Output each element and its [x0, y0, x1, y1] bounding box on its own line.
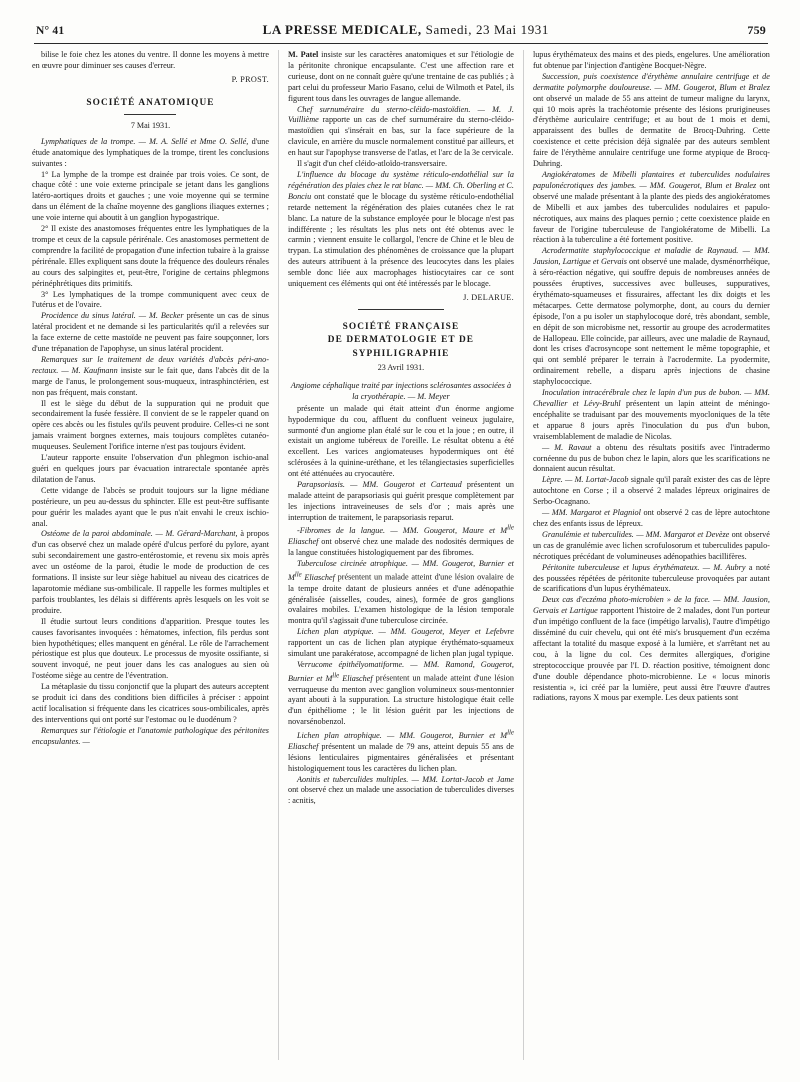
article-item [533, 595, 770, 704]
article-body: a obtenu des résultats positifs avec l'intradermo cornéenne du pus de bubon chez le lapin, alors que les scarifications ne donnaient aucun résultat. [532, 442, 770, 474]
article-item [32, 486, 269, 530]
article-item [288, 105, 514, 160]
lead-paragraph: bilise le foie chez les atones du ventre. Il donne les moyens à mettre en œuvre pour diminuer ses causes d'erreur. [32, 50, 269, 70]
article-body: a noté des poussées répétées de péritonite tuberculeuse provoquées par autant de scarifications d'un lupus érythémateux. [532, 562, 770, 594]
article-title: Aonitis et tuberculides multiples. — MM. Lortat-Jacob et Jame [296, 774, 514, 784]
article-body: d'une étude anatomique des lymphatiques de la trompe, tirent les conclusions suivantes : [32, 136, 269, 168]
article-item [288, 480, 514, 524]
article-item [533, 388, 770, 443]
article-title: Inoculation intracérébrale chez le lapin d'un pus de bubon. — MM. Chevallier et Lévy-Bruhl [532, 388, 770, 408]
article-title: M. Patel [287, 50, 319, 59]
article-item [288, 728, 514, 774]
article-title: Lymphatiques de la trompe. — M. A. Sellé et Mme O. Sellé, [41, 136, 249, 146]
article-title: Tuberculose circinée atrophique. — MM. Gougerot, Burnier et $M^{lle}$ Eliaschef [287, 559, 514, 582]
article-item [533, 443, 770, 476]
article-item [288, 524, 514, 559]
article-item [32, 399, 269, 454]
article-title: Acrodermatite staphylococcique et maladie de Raynaud. — MM. Jausion, Lartigue et Gervais [532, 246, 770, 267]
article-body: Il étudie surtout leurs conditions d'apparition. Presque toutes les causes favorisantes invoquées : hématomes, infection, fils perdus sont bien hypothétiques; elles manquent en général. Le rôle de l'arrachement périostique est plus que douteux. Le processus de myosite ossifiante, si souvent invoqué, ne peut jouer dans les cas analogues au sien où l'ostéome siège au centre de l'éventration. [32, 616, 269, 681]
article-item [32, 682, 269, 726]
article-item [32, 170, 269, 225]
article-title: -Fibromes de la langue. — MM. Gougerot, Maure et $M^{lle}$ Eliaschef [287, 524, 514, 547]
article-item [32, 529, 269, 616]
article-title: Verrucome épithélyomatiforme. — MM. Ramond, Gougerot, Burnier et $M^{lle}$ Eliaschef [287, 660, 514, 683]
article-item [533, 508, 770, 530]
society-date-anatomique: 7 Mai 1931. [130, 121, 171, 131]
article-body: ont observé une malade, dysménorrhéique, à séro-réaction négative, qui souffre depuis de nombreuses années de poussées éruptives, successives avec bulleuses, suppuratives, érythémato-squameuses et fissuraires, affectant les dix doigts et les métacarpes. Cette dermatose polymorphe, dont, au cours du dernier épisode, l'on a pu isoler un staphylocoque doré, très abondant, semble, en dépit de son microbisme net, ressortir au groupe des acrodermatites de Hallopeau. Elle coïncide, par ailleurs, avec une maladie de Raynaud, dont les crises d'acrosyncope sont nettement le même topographie, et qui ont semblé préparer le terrain à l'acrodermite. La pyodermite, ordinairement rebelle, a disparu après injections de chasine staphylococcique. [532, 257, 770, 387]
page-number: 759 [747, 23, 766, 37]
page-masthead [32, 22, 770, 40]
society-divider [358, 309, 444, 310]
heading-rule [124, 114, 176, 115]
article-body: Cette vidange de l'abcès se produit toujours sur la ligne médiane postérieure, un peu au-dessus du sphincter. Elle est peut-être suffisante pour guérir les malades ayant que le pus n'ait envahi le creux ischio-anal. [32, 485, 269, 528]
article-item [288, 159, 514, 170]
article-body: rapportent l'histoire de 2 malades, dont l'un porteur d'un impétigo confluent de la face (impétigo larvalis), l'autre d'impétigo disséminé du cuir chevelu, qui ont été mis's brusquement d'un eczéma affectant la totalité du masque exposé à la lumière, et s'arrêtant net au cou, à la ligne du col. Ces dermites allergiques, d'origine streptococcique prouvée par l'I. D. réaction positive, témoignent donc d'une double dépendance photo-microbienne. Le « locus minoris resistentia », ici créé par la lumière, peut aussi être l'œuvre d'autres radiations, rayons X mous par exemple. Les deux patients sont [532, 606, 770, 703]
article-title: — M. Ravaut [541, 442, 592, 452]
article-body: à propos d'un cas observé chez un malade opéré d'ulcus perforé du pylore, ayant subi secondairement une gastro-entérostomie, et revenu six mois après avec un ostéome de la paroi, étudie le mode de production de ces formations. Il insiste sur leur siège habituel au niveau des cicatrices de laparotomie médiane sus-ombilicale. Il rappelle les formes multiples et parfois troublantes, les délais si différents après lesquels on les voit se produire. [32, 529, 269, 615]
article-body: ont observé chez un malade une association de tuberculides diverses : acnitis, [287, 785, 514, 806]
society-title-line1: SOCIÉTÉ FRANÇAISE [342, 321, 460, 332]
article-body: Il est le siège du début de la suppuration qui ne produit que secondairement la fusée fessière. Il convient de se le rappeler quand on opère ces abcès ou les fistules qu'ils peuvent produire. Celles-ci ne sont jamais vraiment borgnes externes, mais toujours complètes cutanéo-muqueuses. Seulement l'orifice interne n'est pas toujours évident. [32, 398, 269, 452]
society-heading-dermatologie [288, 321, 514, 361]
article-title: Chef surnuméraire du sterno-cléido-mastoïdien. — M. J. Vuillième [287, 104, 514, 125]
article-body: L'auteur rapporte ensuite l'observation d'un phlegmon ischio-anal guéri en quelques jours par évacuation intrarectale spontanée après dilatation de l'anus. [32, 453, 269, 484]
article-body: signale qu'il paraît exister des cas de lèpre autochtone en Corse ; il a observé 2 malades lépreux originaires de Serbo-Ocagnano. [532, 475, 770, 507]
article-body: rapporte un cas de chef surnuméraire du sterno-cléido-mastoïdien qui s'insérait en bas, sur la face supérieure de la clavicule, en arrière du muscle normalement constitué par ailleurs, et en haut sur l'apophyse transverse de l'atlas, et l'arc de la 3e cervicale. [287, 115, 514, 158]
article-item [533, 170, 770, 246]
article-body: Il s'agit d'un chef cléido-atloïdo-transversaire. [296, 159, 448, 169]
article-body: présente un malade qui était atteint d'un énorme angiome hypodermique du cou, affluent du confluent veineux jugulaire, surmonté d'un angiome plan étalé sur le cou et la joue ; en outre, il existait un angiome tubéreux de l'oreille. Le résultat obtenu a été excellent. Les varices angiomateuses hypodermiques ont été sclérosées à la quinine-uréthane, et les télangiectasies superficielles ont été atténuées au cryocautère. [287, 403, 514, 479]
article-item [533, 530, 770, 563]
article-item [32, 290, 269, 312]
article-item [32, 726, 269, 748]
article-body: 2° Il existe des anastomoses fréquentes entre les lymphatiques de la trompe et ceux de la capsule périrénale. Ces anastomoses permettent de comprendre la facilité de propagation d'une infection tubaire à la graisse périrénale. Elles expliquent sans doute la fréquence des douleurs rénales au cours des salpingites et, peut-être, l'origine de certains phlegmons périnéphrétiques dits primitifs. [32, 224, 269, 288]
article-item [32, 137, 269, 170]
article-body: insiste sur le fait que, dans l'abcès dit de la marge de l'anus, le prolongement sous-muqueux, intrasphinctérien, est non pas fréquent, mais constant. [32, 365, 269, 397]
article-body: présente un cas de sinus latéral procident et ne demande si les particularités qu'il a relevées sur la face externe de cette mastoïde ne peuvent pas faire soupçonner, lors d'une trépanation de l'apophyse, un sinus latéral procident. [32, 311, 269, 354]
column-2 [278, 50, 524, 1060]
article-body: présentent un malade atteint de parapsoriasis qui guérit presque complètement par les injections intraveineuses de sels d'or ; mais après une interruption de traitement, le parapsoriasis reparut. [287, 480, 514, 522]
journal-title [64, 22, 747, 38]
article-item [32, 453, 269, 486]
article-title: Procidence du sinus latéral. — M. Becker [41, 311, 184, 321]
article-body: insiste sur les caractères anatomiques et sur l'étiologie de la péritonite chronique encapsulante. C'est une affection rare et curieuse, dont on ne connaît guère qu'une trentaine de cas publiés ; à part celui du professeur Mario Fasano, celui de Wilmoth et Patel, ils figurent tous dans les ouvrages de langue allemande. [287, 50, 514, 103]
article-title: Parapsoriasis. — MM. Gougerot et Carteaud [296, 480, 462, 490]
article-body: ont observé 2 cas de lèpre autochtone chez des enfants issus de lépreux. [532, 508, 770, 528]
journal-date: Samedi, 23 Mai 1931 [425, 22, 549, 37]
article-body: 1° La lymphe de la trompe est drainée par trois voies. Ce sont, de chaque côté : une voie externe principale se jetant dans les ganglions latéro-aortiques droits et gauches ; une voie moyenne qui se termine dans un élément de la chaîne moyenne des ganglions iliaques externes ; une voie interne qui aboutit à un ganglion hypogastrique. [32, 169, 269, 223]
article-title: Lichen plan atrophique. — MM. Gougerot, Burnier et $M^{lle}$ Eliaschef [287, 729, 514, 751]
article-body: 3° Les lymphatiques de la trompe communiquent avec ceux de l'utérus et de l'ovaire. [32, 289, 269, 310]
article-body: présentent un malade de 79 ans, atteint depuis 55 ans de lésions lenticulaires pigmentaires généralisées et présentant histologiquement tous les caractères du lichen plan. [287, 741, 514, 773]
article-item [533, 72, 770, 170]
article-body: ont observé un cas de granulémie avec lichen scrofulosorum et tuberculides papulo-nécrotiques précédant de volumineuses adénopathies bacillifères. [532, 529, 770, 561]
article-body: présentent un lapin atteint de méningo-encéphalite se traduisant par des mouvements myocloniques de la tête et apparue 8 jours après l'inoculation du pus d'un bubon, vraisemblablement de maladie de Nicolas. [532, 399, 770, 441]
article-title: Lichen plan atypique. — MM. Gougerot, Meyer et Lefebvre [296, 627, 514, 637]
article-item [32, 224, 269, 289]
article-item [32, 355, 269, 399]
masthead-rule [34, 43, 768, 44]
article-title: Lèpre. — M. Lortat-Jacob [541, 475, 629, 485]
article-body: ont constaté que le blocage du système réticulo-endothélial retarde nettement la régénération des plaies cutanées chez le rat blanc. La nature de la substance employée pour le blocage n'est pas indifférente ; les résultats les plus nets ont été obtenus avec le carmin ; viennent ensuite le collargol, l'encre de Chine et le bleu de trypan. La stimulation des phénomènes de croissance que la plupart des auteurs attribuent à la présence des leucocytes dans les plaies semble donc liée aux macrophages histiocytaires car ce sont uniquement ces éléments qui ont été intéressés par le blocage. [287, 191, 514, 289]
column-3 [524, 50, 770, 1060]
article-title: Remarques sur l'étiologie et l'anatomie pathologique des péritonites encapsulantes. — [32, 725, 269, 746]
article-title: Ostéome de la paroi abdominale. — M. Gérard-Marchant, [41, 529, 238, 539]
article-item [288, 660, 514, 728]
lead-signature: P. PROST. [231, 74, 269, 84]
society-heading-anatomique: SOCIÉTÉ ANATOMIQUE [86, 97, 215, 108]
article-title: Succession, puis coexistence d'érythème annulaire centrifuge et de dermatite polymorphe douloureuse. — MM. Gougerot, Blum et Bralez [532, 71, 770, 92]
article-body: présentent un malade atteint d'une lésion ovalaire de la tempe droite datant de plusieurs années et d'une adénopathie généralisée (aisselles, coudes, aines), formée de gros ganglions ovalaires mobiles. L'examen histologique de la lésion temporale montra qu'il s'agissait d'une tuberculose circinée. [287, 572, 514, 626]
article-item [288, 775, 514, 808]
article-item [288, 559, 514, 627]
text-columns [32, 50, 770, 1060]
article-title: Angiokératomes de Mibelli plantaires et tuberculides nodulaires papulonécrotiques des jambes. — MM. Gougerot, Blum et Bralez [532, 169, 770, 190]
society-title-line2: DE DERMATOLOGIE ET DE SYPHILIGRAPHIE [327, 335, 475, 359]
article-body: rapportent un cas de lichen plan atypique érythémato-squameux simulant une parakératose, accompagné de lichen plan jugal typique. [287, 638, 514, 659]
article-title: Péritonite tuberculeuse et lupus érythémateux. — M. Aubry [541, 562, 746, 572]
article-item [533, 246, 770, 388]
article-body: lupus érythémateux des mains et des pieds, engelures. Une amélioration fut obtenue par l'injection d'antigène Bocquet-Nègre. [532, 50, 770, 70]
article-item [533, 475, 770, 508]
article-item [32, 311, 269, 355]
article-body: La métaplasie du tissu conjonctif que la plupart des auteurs acceptent se produit ici dans des conditions bien difficiles à préciser : appoint actif localisation si fréquente dans les cicatrices sous-ombilicales, après des interventions qui ont porté sur l'estomac ou le duodénum ? [32, 682, 269, 724]
article-title: L'influence du blocage du système réticulo-endothélial sur la régénération des plaies chez le rat blanc. — MM. Ch. Oberling et C. Bonciu [287, 169, 514, 201]
article-item [533, 563, 770, 596]
article-item [288, 170, 514, 290]
article-title: Angiome céphalique traité par injections sclérosantes associées à la cryothérapie. — M. Meyer [290, 381, 512, 402]
article-body: ont observé une malade présentant à la plante des pieds des angiokératomes de Mibelli et aux jambes des tuberculides nodulaires et papulo-nécrotiques, aux mains des plaques pernio ; cette coexistence plaide en faveur de l'origine tuberculeuse de l'angiokératome de Mibelli. La réaction à la tuberculine a été fortement positive. [532, 180, 770, 245]
column2-signature: J. DELARUE. [463, 292, 514, 302]
article-body: ont observé chez une malade des nodosités dermiques de la langue constituées histologiquement par des fibromes. [287, 537, 514, 558]
society-date-dermatologie: 23 Avril 1931. [377, 363, 425, 373]
article-item [288, 627, 514, 660]
article-item [288, 50, 514, 105]
article-item [32, 617, 269, 682]
article-title: Remarques sur le traitement de deux variétés d'abcès péri-ano-rectaux. — M. Kaufmann [32, 354, 269, 375]
journal-name: LA PRESSE MEDICALE, [262, 22, 422, 37]
article-title: — MM. Margarot et Plagniol [541, 508, 641, 518]
column-1 [32, 50, 278, 1060]
article-body: ont observé un malade de 55 ans atteint de tumeur maligne du larynx, qui 10 mois après la trachéotomie présente des lésions prurigineuses d'érythème auriculaire centrifuge; et au bout de 1 mois et demi, apparaissent des bulles de dermatite de Brocq-Duhring. Cette coexistence et cette précision déjà signalée par des auteurs semblent faire de l'érythème annulaire centrifuge une forme atypique de Brocq-Duhring. [532, 93, 770, 169]
article-title: Deux cas d'eczéma photo-microbien » de la face. — MM. Jausion, Gervais et Lartigue [532, 595, 770, 616]
article-title: Granulémie et tuberculides. — MM. Margarot et Devèze [541, 529, 730, 539]
issue-number: N° 41 [36, 25, 65, 37]
article-body: présentent un malade atteint d'une lésion verruqueuse du menton avec ganglion volumineux sous-mentonnier ayant abouti à la suppuration. La structure histologique était celle d'un épithéliome ; le lit lésion guérit par les injections de novarsénobenzol. [287, 673, 514, 727]
